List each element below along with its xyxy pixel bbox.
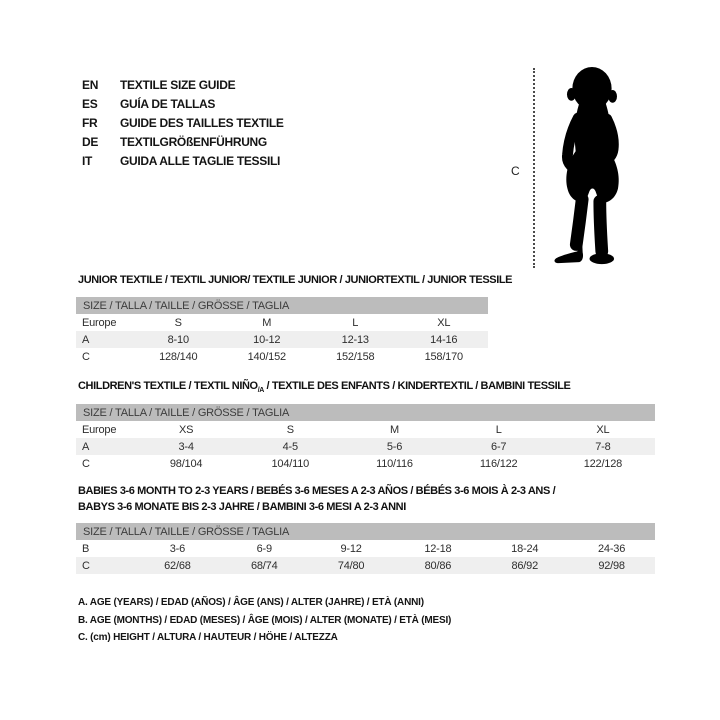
row-label: C (82, 350, 90, 363)
row-label: Europe (82, 316, 117, 329)
age-cell: 18-24 (511, 542, 539, 555)
table-row-age-months (76, 540, 655, 557)
age-cell: 5-6 (386, 440, 403, 453)
table-row-europe (76, 314, 488, 331)
age-cell: 6-7 (491, 440, 507, 453)
language-code: EN (82, 77, 99, 92)
size-cell: XL (596, 423, 610, 436)
row-label: C (82, 559, 90, 572)
children-table (76, 404, 655, 472)
table-row-height (76, 455, 655, 472)
age-cell: 3-6 (169, 542, 186, 555)
size-cell: XL (437, 316, 451, 329)
language-code: IT (82, 153, 93, 168)
height-cell: 152/158 (336, 350, 375, 363)
children-title-prefix: CHILDREN'S TEXTILE / TEXTIL NIÑO (78, 380, 258, 392)
junior-table (76, 297, 488, 365)
age-cell: 9-12 (340, 542, 362, 555)
height-cell: 80/86 (424, 559, 452, 572)
language-title: GUIDA ALLE TAGLIE TESSILI (120, 153, 281, 168)
babies-table (76, 523, 655, 574)
height-cell: 98/104 (169, 457, 203, 470)
size-cell: S (286, 423, 294, 436)
baby-silhouette-icon (541, 64, 641, 270)
height-cell: 158/170 (424, 350, 463, 363)
size-cell: M (262, 316, 272, 329)
table-row-age-years (76, 438, 655, 455)
language-code: FR (82, 115, 98, 130)
height-measure-label: C (511, 164, 520, 178)
legend-note-age-months: B. AGE (MONTHS) / EDAD (MESES) / ÂGE (MOIS) / ALTER (MONATE) / ETÀ (MESI) (78, 614, 452, 626)
age-cell: 3-4 (178, 440, 194, 453)
row-label: B (82, 542, 90, 555)
height-cell: 92/98 (598, 559, 625, 572)
age-cell: 6-9 (256, 542, 272, 555)
size-cell: S (174, 316, 182, 329)
children-table-title (78, 380, 571, 394)
language-code: DE (82, 134, 99, 149)
height-measure-line (533, 68, 535, 268)
language-row-de (82, 132, 284, 151)
legend-note-age-years: A. AGE (YEARS) / EDAD (AÑOS) / ÂGE (ANS) / ALTER (JAHRE) / ETÀ (ANNI) (78, 597, 424, 609)
baby-figure (505, 60, 650, 275)
table-row-height (76, 557, 655, 574)
children-title-sub: /A (257, 387, 264, 395)
height-cell: 122/128 (583, 457, 623, 470)
table-row-age-years (76, 331, 488, 348)
language-title: GUIDE DES TAILLES TEXTILE (120, 115, 284, 130)
age-cell: 12-13 (341, 333, 369, 346)
size-cell: L (352, 316, 359, 329)
babies-table-title-line2: BABYS 3-6 MONATE BIS 2-3 JAHRE / BAMBINI 3-6 MESI A 2-3 ANNI (78, 501, 406, 513)
size-header-bar: SIZE / TALLA / TAILLE / GRÖSSE / TAGLIA (76, 523, 655, 540)
table-row-europe (76, 421, 655, 438)
language-row-en (82, 75, 284, 94)
height-cell: 68/74 (250, 559, 278, 572)
language-row-es (82, 94, 284, 113)
language-title: GUÍA DE TALLAS (120, 96, 216, 111)
legend-notes (78, 594, 451, 647)
babies-table-title-line1: BABIES 3-6 MONTH TO 2-3 YEARS / BEBÉS 3-6 MESES A 2-3 AÑOS / BÉBÉS 3-6 MOIS À 2-3 ANS / (78, 485, 556, 497)
height-cell: 104/110 (271, 457, 310, 470)
language-list (82, 75, 284, 170)
age-cell: 7-8 (595, 440, 611, 453)
language-row-it (82, 151, 284, 170)
row-label: A (82, 440, 90, 453)
children-title-suffix: / TEXTILE DES ENFANTS / KINDERTEXTIL / BAMBINI TESSILE (263, 380, 571, 392)
junior-table-title: JUNIOR TEXTILE / TEXTIL JUNIOR/ TEXTILE JUNIOR / JUNIORTEXTIL / JUNIOR TESSILE (78, 274, 513, 286)
height-cell: 74/80 (337, 559, 365, 572)
language-title: TEXTILGRÖßENFÜHRUNG (120, 134, 267, 149)
age-cell: 14-16 (430, 333, 458, 346)
row-label: C (82, 457, 90, 470)
size-header-bar: SIZE / TALLA / TAILLE / GRÖSSE / TAGLIA (76, 404, 655, 421)
age-cell: 24-36 (598, 542, 626, 555)
size-cell: M (390, 423, 399, 436)
legend-note-height: C. (cm) HEIGHT / ALTURA / HAUTEUR / HÖHE / ALTEZZA (78, 632, 338, 644)
size-cell: XS (178, 423, 194, 436)
language-title: TEXTILE SIZE GUIDE (120, 77, 236, 92)
size-cell: L (495, 423, 502, 436)
language-row-fr (82, 113, 284, 132)
row-label: Europe (82, 423, 117, 436)
size-header-bar: SIZE / TALLA / TAILLE / GRÖSSE / TAGLIA (76, 297, 488, 314)
height-cell: 62/68 (164, 559, 191, 572)
height-cell: 86/92 (511, 559, 538, 572)
language-code: ES (82, 96, 98, 111)
row-label: A (82, 333, 90, 346)
height-cell: 116/122 (479, 457, 518, 470)
age-cell: 4-5 (282, 440, 298, 453)
age-cell: 10-12 (253, 333, 281, 346)
height-cell: 140/152 (247, 350, 286, 363)
height-cell: 128/140 (159, 350, 198, 363)
age-cell: 8-10 (167, 333, 189, 346)
height-cell: 110/116 (376, 457, 413, 470)
table-row-height (76, 348, 488, 365)
age-cell: 12-18 (424, 542, 452, 555)
